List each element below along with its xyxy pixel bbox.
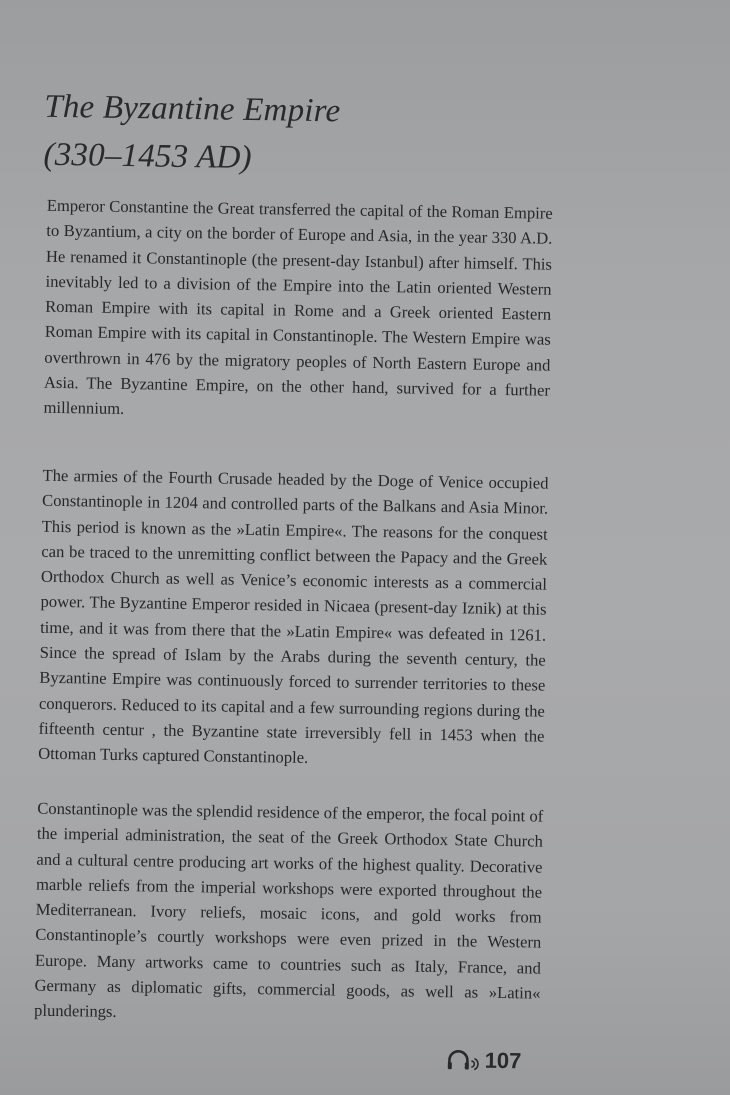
- audio-guide-number: 107: [484, 1047, 522, 1074]
- audio-guide-label: [446, 1047, 521, 1074]
- page-title: [43, 83, 341, 184]
- paragraph-constantinople-art: Constantinople was the splendid residence of the emperor, the focal point of the imperial administration, the seat of the Greek Orthodox State Church and a cultural centre producing art works of the highest quality. Decorative marble reliefs from the imperial workshops were exported throughout the Mediterranean. Ivory reliefs, mosaic icons, and gold works from Constantinople’s courtly workshops were even prized in the Western Europe. Many artworks came to countries such as Italy, France, and Germany as diplomatic gifts, commercial goods, as well as »Latin« plunderings.: [33, 798, 544, 1022]
- paragraph-constantine: Emperor Constantine the Great transferred the capital of the Roman Empire to Byzantium, a city on the border of Europe and Asia, in the year 330 A.D. He renamed it Constantinople (the present-day Istanbul) after himself. This inevitably led to a division of the Empire into the Latin oriented Western Roman Empire with its capital in Rome and a Greek oriented Eastern Roman Empire with its capital in Constantinople. The Western Empire was overthrown in 476 by the migratory peoples of North Eastern Europe and Asia. The Byzantine Empire, on the other hand, survived for a further millennium.: [43, 195, 553, 419]
- title-line-2: (330–1453 AD): [43, 136, 253, 176]
- title-line-1: The Byzantine Empire: [44, 88, 341, 130]
- headphones-audio-icon: [446, 1048, 480, 1073]
- paragraph-fourth-crusade: The armies of the Fourth Crusade headed by the Doge of Venice occupied Constantinople in 1204 and controlled parts of the Balkans and Asia Minor. This period is known as the »Latin Empire«. The reasons for the conquest can be traced to the unremitting conflict between the Papacy and the Greek Orthodox Church as well as Venice’s economic interests as a commercial power. The Byzantine Emperor resided in Nicaea (present-day Iznik) at this time, and it was from there that the »Latin Empire« was defeated in 1261. Since the spread of Islam by the Arabs during the seventh century, the Byzantine Empire was continuously forced to surrender territories to these conquerors. Reduced to its capital and a few surrounding regions during the fifteenth centur , the Byzantine state irreversibly fell in 1453 when the Ottoman Turks captured Constantinople.: [38, 465, 549, 768]
